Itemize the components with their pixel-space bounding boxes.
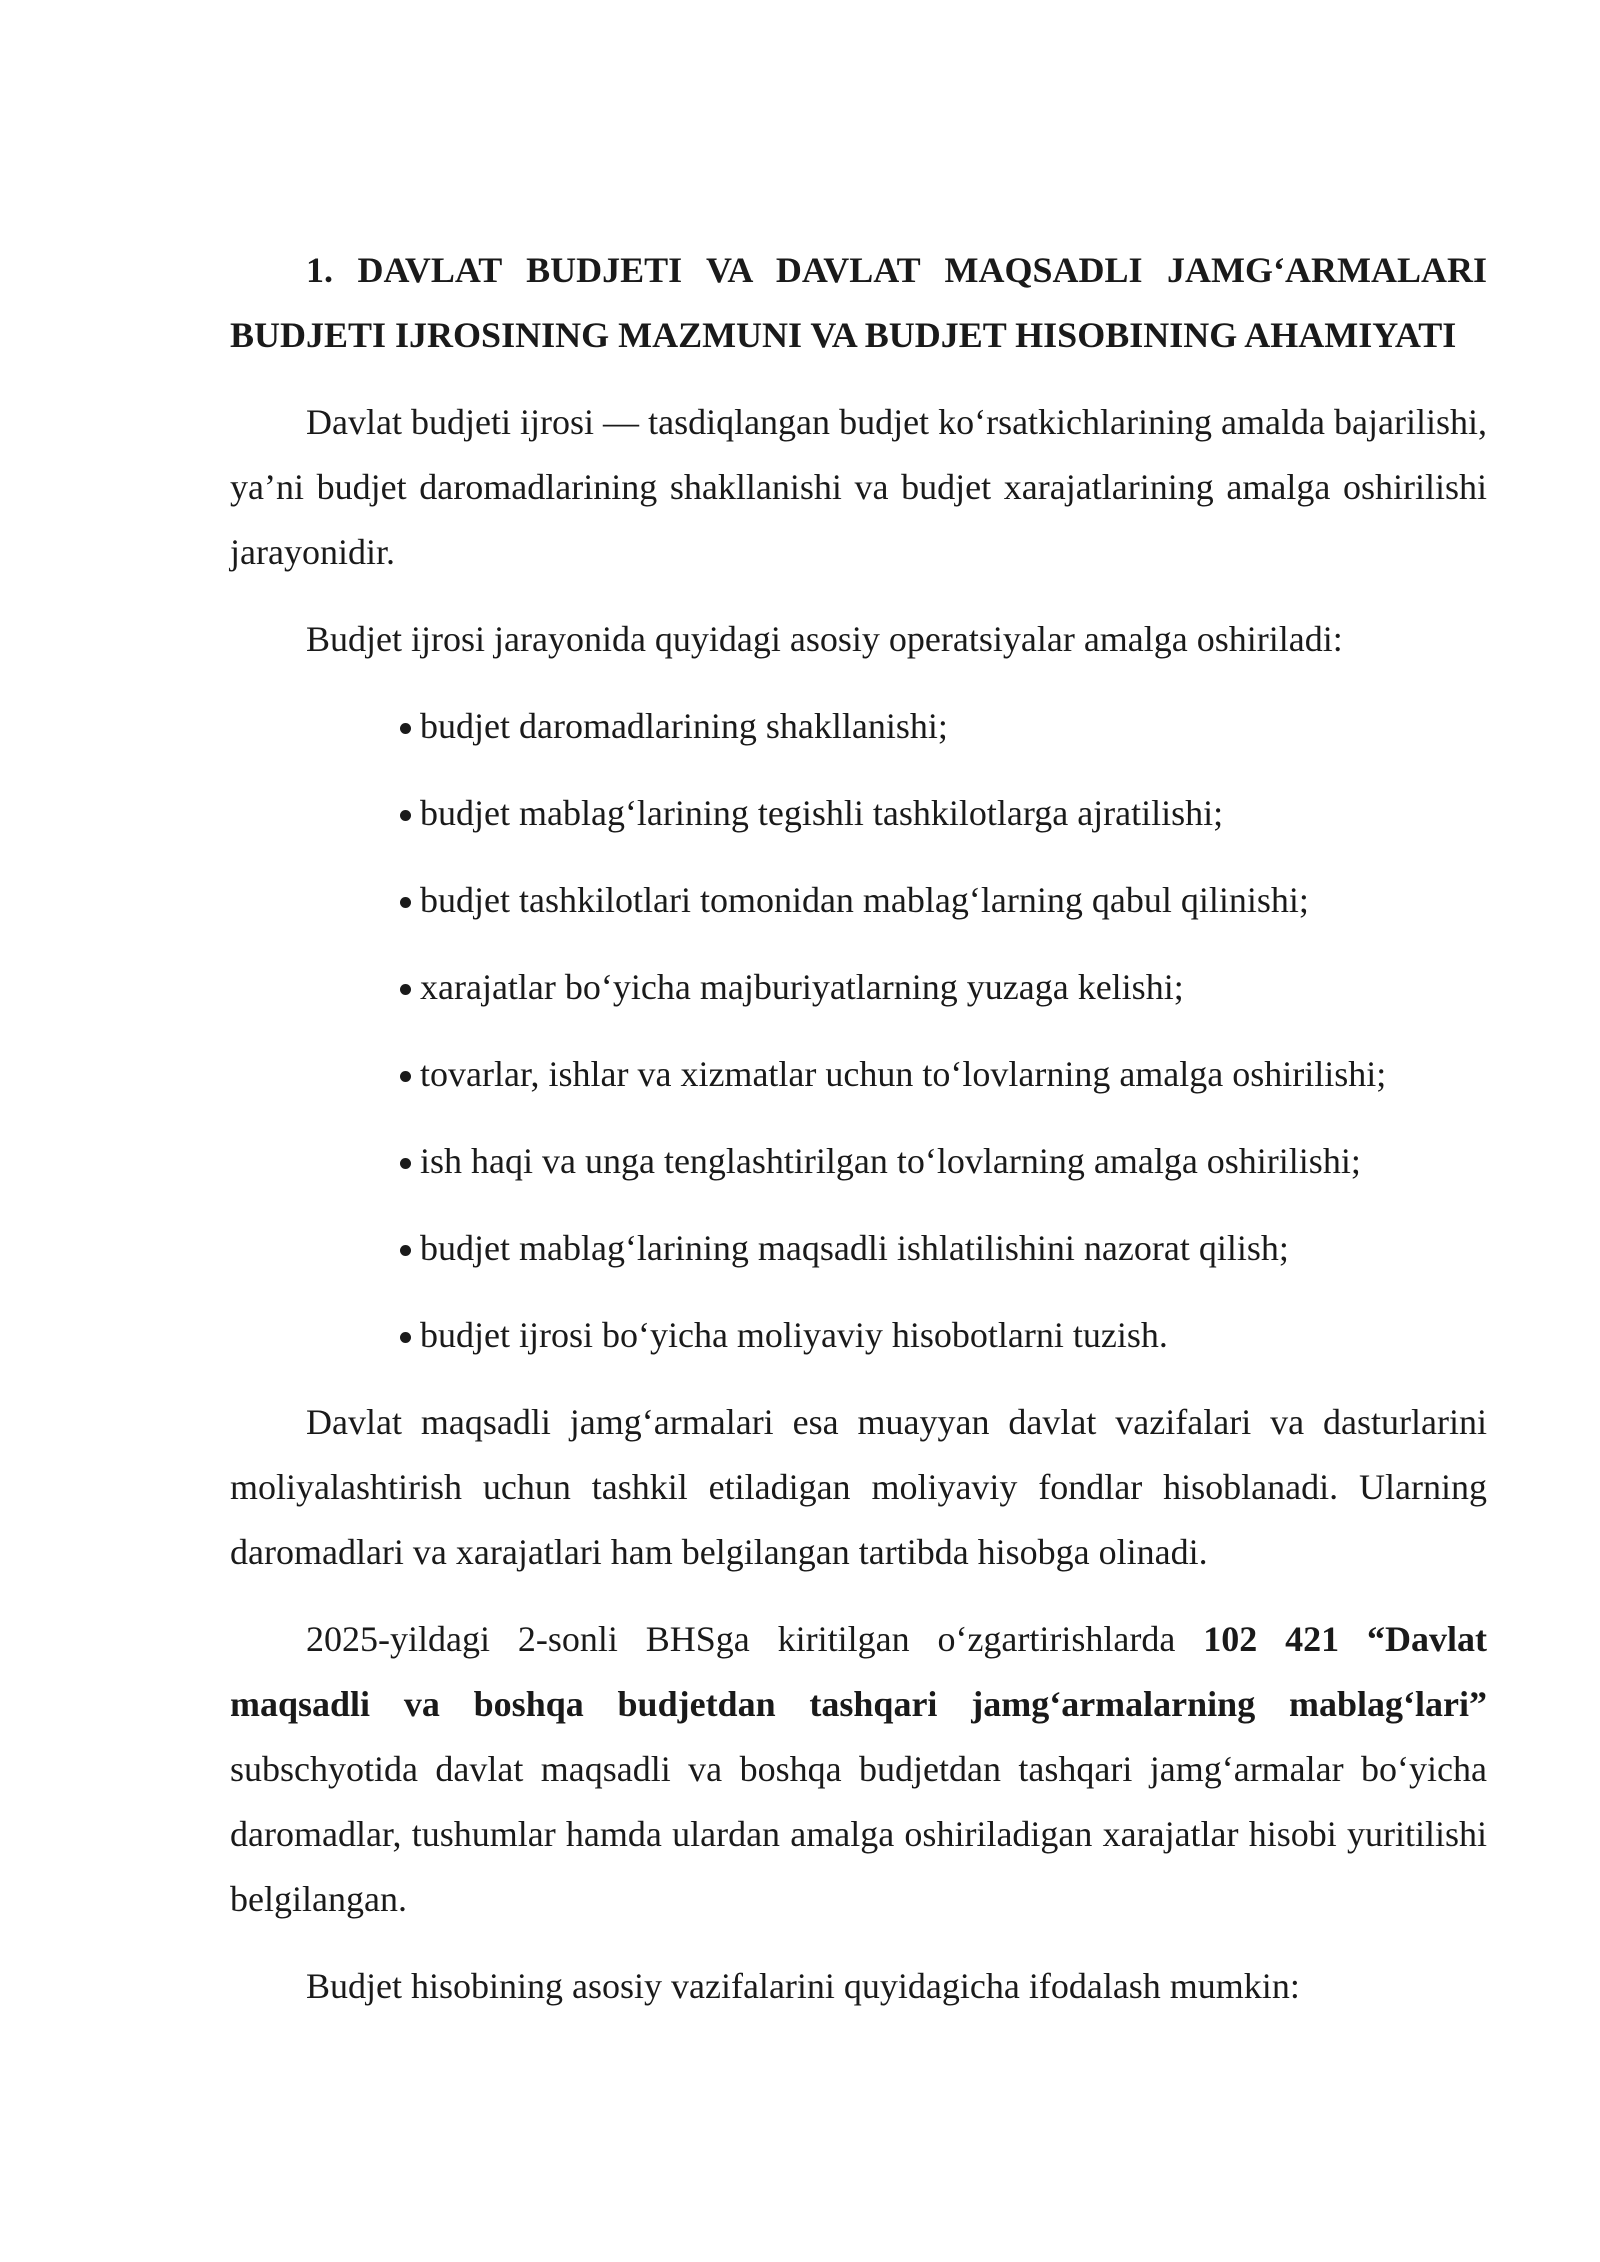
list-item: budjet daromadlarining shakllanishi; [230,694,1487,759]
list-item: tovarlar, ishlar va xizmatlar uchun to‘lovlarning amalga oshirilishi; [230,1042,1487,1107]
bullet-icon [400,723,411,734]
bullet-icon [400,1332,411,1343]
amendment-intro-text: 2025-yildagi 2-sonli BHSga kiritilgan o‘zgartirishlarda [306,1619,1204,1659]
paragraph-bhs-amendment [230,1607,1487,1932]
bullet-icon [400,1245,411,1256]
bullet-icon [400,984,411,995]
section-heading: 1. DAVLAT BUDJETI VA DAVLAT MAQSADLI JAMG‘ARMALARI BUDJETI IJROSINING MAZMUNI VA BUDJET HISOBINING AHAMIYATI [230,250,1487,355]
paragraph-accounting-tasks: Budjet hisobining asosiy vazifalarini quyidagicha ifodalash mumkin: [306,1966,1300,2006]
paragraph-budget-execution: Davlat budjeti ijrosi — tasdiqlangan budjet ko‘rsatkichlarining amalda bajarilishi, ya’ni budjet daromadlarining shakllanishi va budjet xarajatlarining amalga oshirilishi jarayonidir. [230,402,1487,572]
list-item: budjet ijrosi bo‘yicha moliyaviy hisobotlarni tuzish. [230,1303,1487,1368]
list-item: ish haqi va unga tenglashtirilgan to‘lovlarning amalga oshirilishi; [230,1129,1487,1194]
amendment-rest-text: subschyotida davlat maqsadli va boshqa budjetdan tashqari jamg‘armalar bo‘yicha daromadlar, tushumlar hamda ulardan amalga oshiriladigan xarajatlar hisobi yuritilishi belgilangan. [230,1749,1487,1919]
list-item: xarajatlar bo‘yicha majburiyatlarning yuzaga kelishi; [230,955,1487,1020]
operations-list [230,694,1487,1368]
bullet-icon [400,897,411,908]
subaccount-title: 102 421 “Davlat maqsadli va boshqa budjetdan tashqari jamg‘armalarning mablag‘lari” [230,1619,1487,1724]
list-item: budjet tashkilotlari tomonidan mablag‘larning qabul qilinishi; [230,868,1487,933]
paragraph-target-funds: Davlat maqsadli jamg‘armalari esa muayyan davlat vazifalari va dasturlarini moliyalashtirish uchun tashkil etiladigan moliyaviy fondlar hisoblanadi. Ularning daromadlari va xarajatlari ham belgilangan tartibda hisobga olinadi. [230,1402,1487,1572]
bullet-icon [400,1071,411,1082]
paragraph-operations-intro: Budjet ijrosi jarayonida quyidagi asosiy operatsiyalar amalga oshiriladi: [306,619,1343,659]
bullet-icon [400,810,411,821]
list-item: budjet mablag‘larining maqsadli ishlatilishini nazorat qilish; [230,1216,1487,1281]
list-item: budjet mablag‘larining tegishli tashkilotlarga ajratilishi; [230,781,1487,846]
bullet-icon [400,1158,411,1169]
document-page [230,238,1487,2041]
